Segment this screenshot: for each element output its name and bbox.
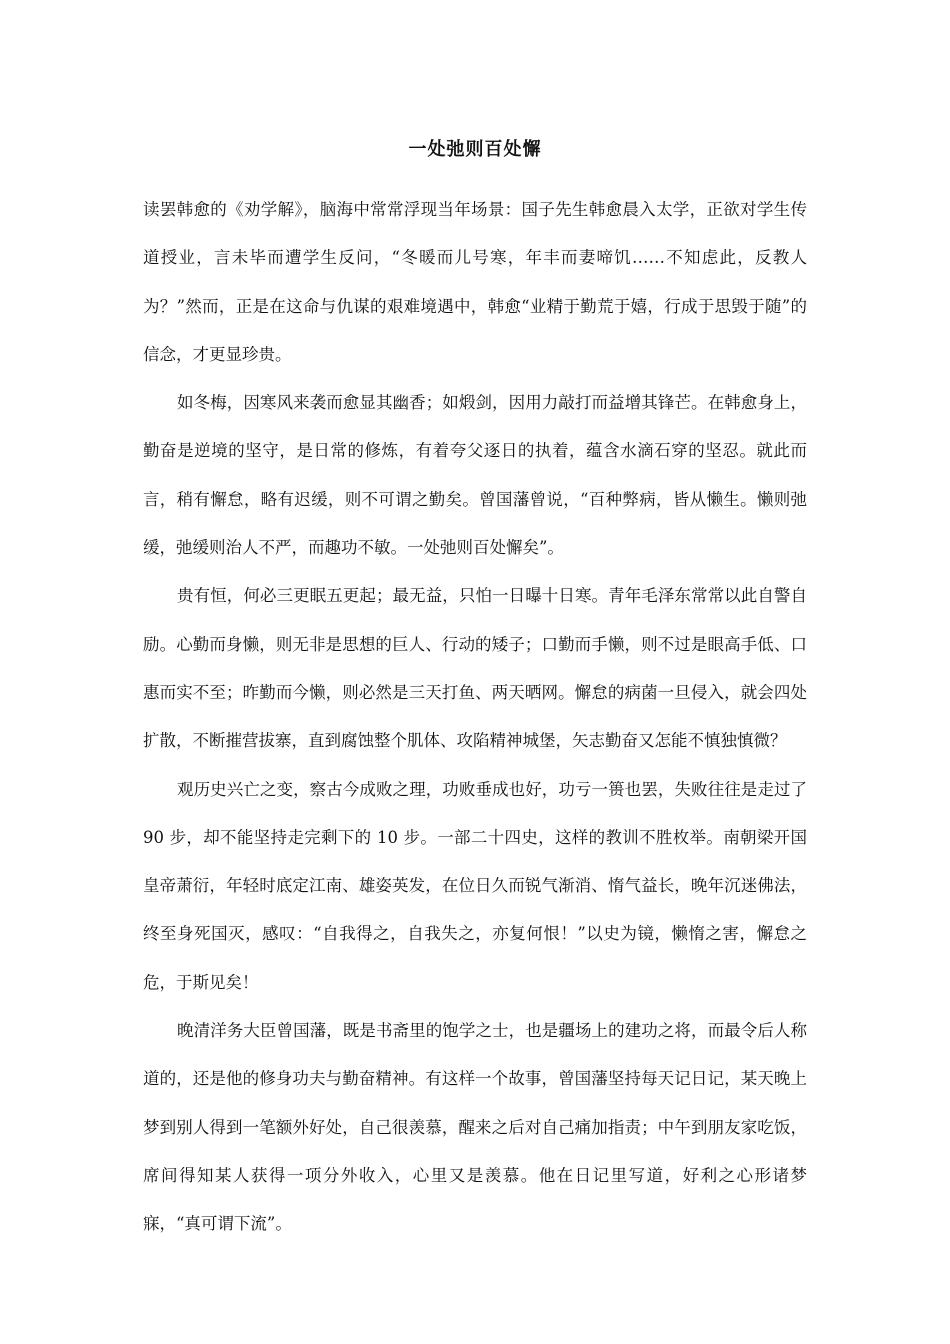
- paragraph-5: 晚清洋务大臣曾国藩，既是书斋里的饱学之士，也是疆场上的建功之将，而最令后人称道的，还是他的修身功夫与勤奋精神。有这样一个故事，曾国藩坚持每天记日记，某天晚上梦到别人得到一笔额外好处，自己很羡慕，醒来之后对自己痛加指责；中午到朋友家吃饭，席间得知某人获得一项分外收入，心里又是羡慕。他在日记里写道，好利之心形诸梦寐，“真可谓下流”。: [143, 1021, 807, 1234]
- paragraph-1: 读罢韩愈的《劝学解》，脑海中常常浮现当年场景：国子先生韩愈晨入太学，正欲对学生传道授业，言未毕而遭学生反问，“冬暖而儿号寒，年丰而妻啼饥……不知虑此，反教人为？”然而，正是在这命与仇谋的艰难境遇中，韩愈“业精于勤荒于嬉，行成于思毁于随”的信念，才更显珍贵。: [143, 200, 807, 364]
- page-title: 一处弛则百处懈: [408, 139, 542, 160]
- article-body: [143, 186, 807, 1249]
- paragraph-2: 如冬梅，因寒风来袭而愈显其幽香；如煅剑，因用力敲打而益增其锋芒。在韩愈身上，勤奋是逆境的坚守，是日常的修炼，有着夸父逐日的执着，蕴含水滴石穿的坚忍。就此而言，稍有懈怠，略有迟缓，则不可谓之勤矣。曾国藩曾说，“百种弊病，皆从懒生。懒则弛缓，弛缓则治人不严，而趣功不敏。一处弛则百处懈矣”。: [143, 393, 807, 558]
- paragraph-4: 观历史兴亡之变，察古今成败之理，功败垂成也好，功亏一篑也罢，失败往往是走过了 90 步，却不能坚持走完剩下的 10 步。一部二十四史，这样的教训不胜枚举。南朝梁开国皇帝萧衍，年轻时底定江南、雄姿英发，在位日久而锐气渐消、惰气益长，晚年沉迷佛法，终至身死国灭，感叹：“自我得之，自我失之，亦复何恨！”以史为镜，懒惰之害，懈怠之危，于斯见矣！: [143, 779, 807, 992]
- paragraph-3: 贵有恒，何必三更眠五更起；最无益，只怕一日曝十日寒。青年毛泽东常常以此自警自励。心勤而身懒，则无非是思想的巨人、行动的矮子；口勤而手懒，则不过是眼高手低、口惠而实不至；昨勤而今懒，则必然是三天打鱼、两天晒网。懈怠的病菌一旦侵入，就会四处扩散，不断摧营拔寨，直到腐蚀整个肌体、攻陷精神城堡，矢志勤奋又怎能不慎独慎微？: [143, 586, 807, 751]
